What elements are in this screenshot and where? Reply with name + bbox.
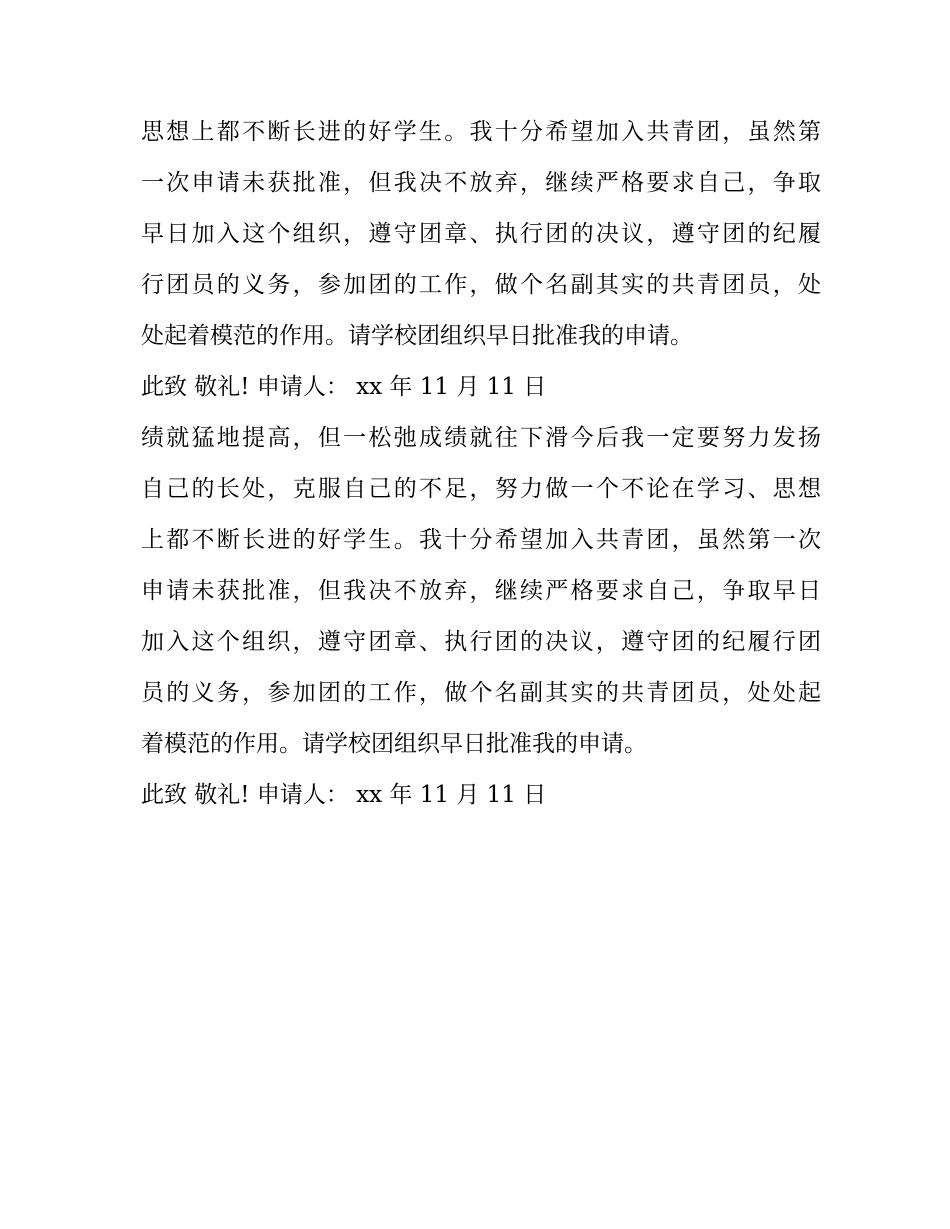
closing-signature-line: 此致 敬礼! 申请人： xx 年 11 月 11 日 [141, 782, 547, 808]
paragraph-line: 员的义务，参加团的工作，做个名副其实的共青团员，处处起 [141, 680, 821, 706]
paragraph-line: 思想上都不断长进的好学生。我十分希望加入共青团，虽然第 [141, 119, 821, 145]
closing-signature-line: 此致 敬礼! 申请人： xx 年 11 月 11 日 [141, 374, 547, 400]
paragraph-line: 加入这个组织，遵守团章、执行团的决议，遵守团的纪履行团 [141, 629, 821, 655]
paragraph-section-2 [141, 413, 821, 770]
document-body [141, 107, 821, 821]
paragraph-line: 着模范的作用。请学校团组织早日批准我的申请。 [141, 731, 647, 757]
paragraph-line: 处起着模范的作用。请学校团组织早日批准我的申请。 [141, 323, 693, 349]
paragraph-line: 绩就猛地提高，但一松弛成绩就往下滑今后我一定要努力发扬 [141, 425, 821, 451]
paragraph-line: 自己的长处，克服自己的不足，努力做一个不论在学习、思想 [141, 476, 821, 502]
paragraph-line: 申请未获批准，但我决不放弃，继续严格要求自己，争取早日 [141, 578, 821, 604]
paragraph-line: 一次申请未获批准，但我决不放弃，继续严格要求自己，争取 [141, 170, 821, 196]
paragraph-line: 早日加入这个组织，遵守团章、执行团的决议，遵守团的纪履 [141, 221, 821, 247]
paragraph-line: 上都不断长进的好学生。我十分希望加入共青团，虽然第一次 [141, 527, 821, 553]
paragraph-section-1 [141, 107, 821, 362]
paragraph-line: 行团员的义务，参加团的工作，做个名副其实的共青团员，处 [141, 272, 821, 298]
